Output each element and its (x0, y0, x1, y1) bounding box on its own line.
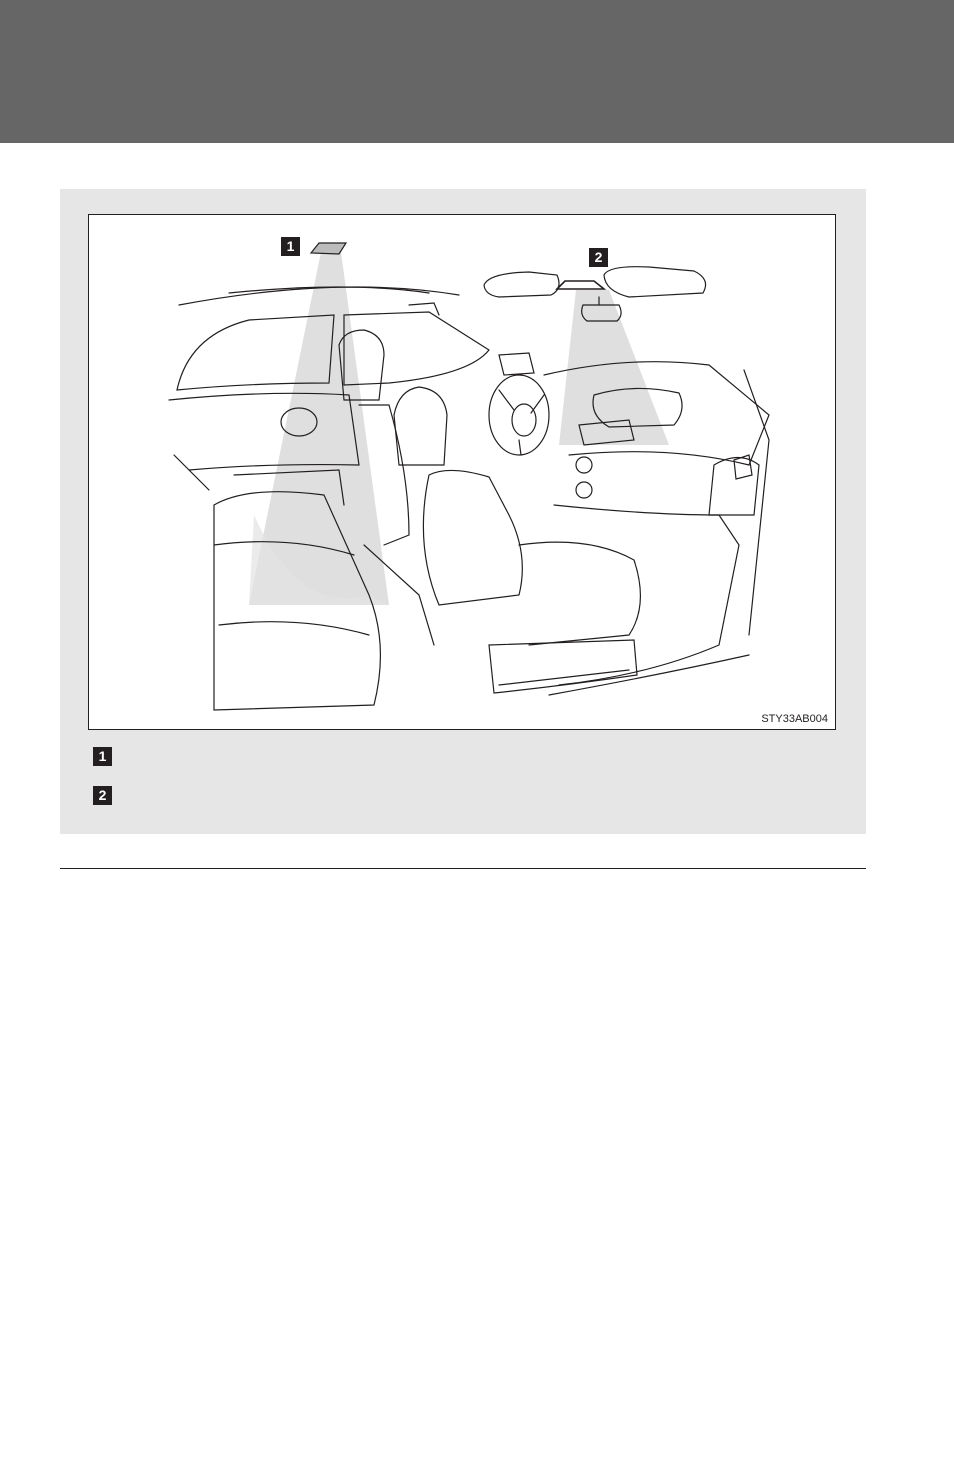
callout-badge-1: 1 (281, 237, 300, 256)
callout-badge-2: 2 (589, 248, 608, 267)
figure-panel (60, 189, 866, 834)
interior-light-housing (557, 281, 604, 289)
sun-visor-left (484, 272, 559, 297)
image-code: STY33AB004 (761, 713, 828, 725)
legend-badge-2: 2 (93, 786, 112, 805)
personal-light-housing (311, 243, 346, 254)
car-interior-drawing (89, 215, 836, 730)
car-interior-illustration (88, 214, 836, 730)
section-divider (60, 868, 866, 869)
header-band (0, 0, 954, 143)
sun-visor-right (604, 267, 706, 297)
legend-badge-1: 1 (93, 747, 112, 766)
